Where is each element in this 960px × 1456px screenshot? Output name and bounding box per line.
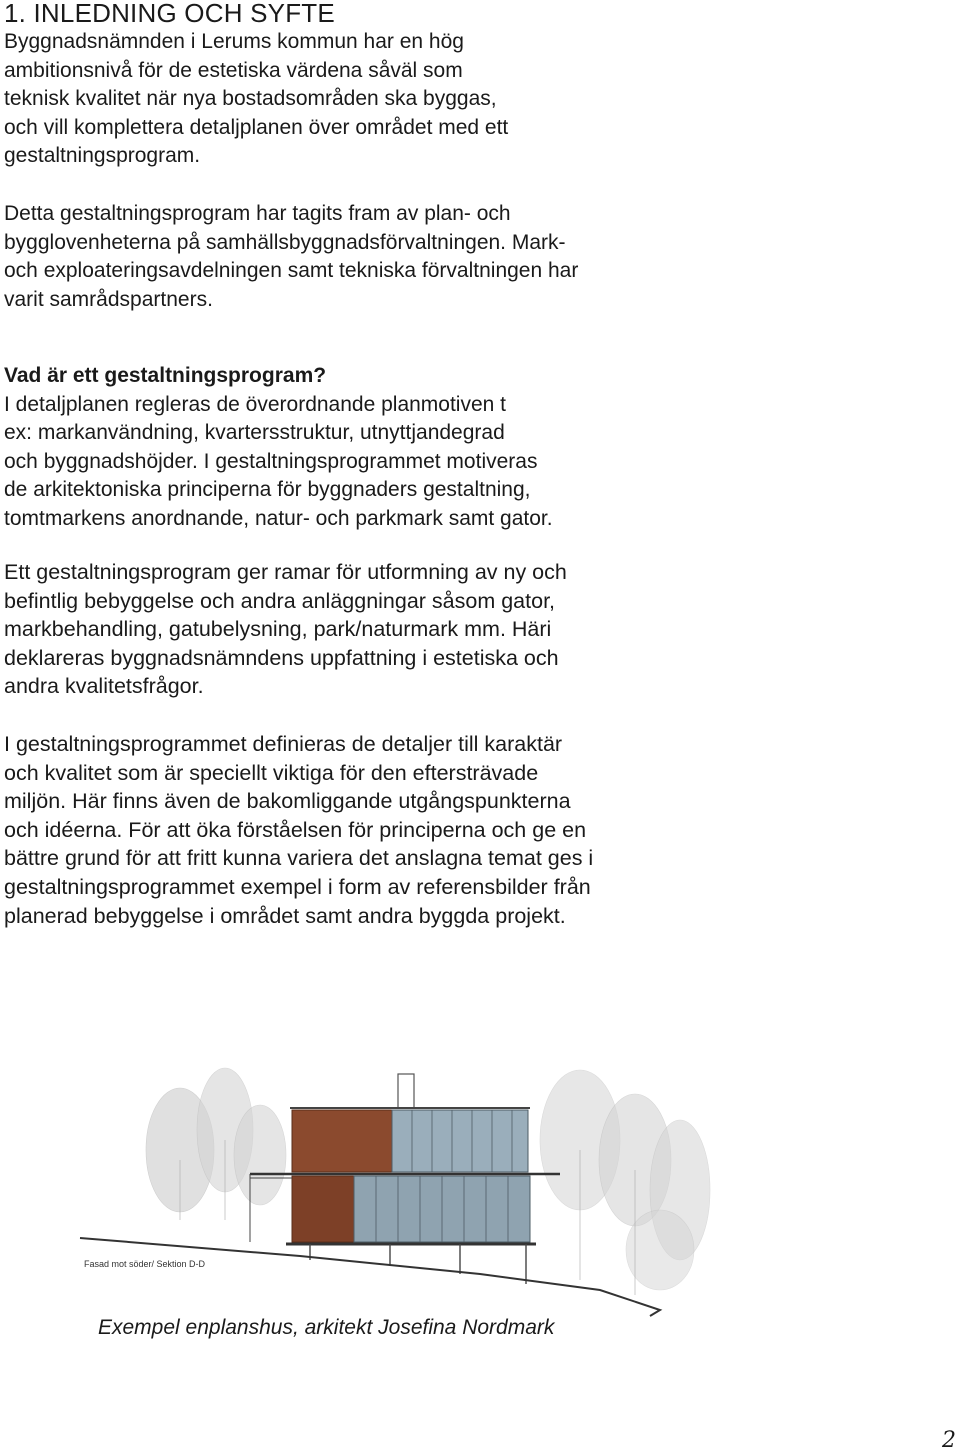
text-line: miljön. Här finns även de bakomliggande utgångspunkterna <box>4 789 571 814</box>
text-line: befintlig bebyggelse och andra anläggningar såsom gator, <box>4 588 556 613</box>
framework-paragraph <box>4 558 944 701</box>
text-line: och idéerna. För att öka förståelsen för principerna och ge en <box>4 817 587 842</box>
architectural-section-drawing <box>60 1060 720 1330</box>
definition-section <box>4 362 944 534</box>
text-line: bättre grund för att fritt kunna variera det anslagna temat ges i <box>4 846 594 871</box>
text-line: I detaljplanen regleras de överordnande planmotiven t <box>4 392 507 416</box>
text-line: Detta gestaltningsprogram har tagits fram av plan- och <box>4 202 511 225</box>
text-line: planerad bebyggelse i området samt andra byggda projekt. <box>4 903 566 928</box>
text-line: och exploateringsavdelningen samt tekniska förvaltningen har <box>4 259 579 283</box>
text-line: varit samrådspartners. <box>4 287 213 311</box>
text-line: tomtmarkens anordnande, natur- och parkmark samt gator. <box>4 506 553 530</box>
text-line: och vill komplettera detaljplanen över området med ett <box>4 115 509 139</box>
figure-caption: Exempel enplanshus, arkitekt Josefina Nordmark <box>98 1316 555 1339</box>
text-line: och kvalitet som är speciellt viktiga för den eftersträvade <box>4 760 539 785</box>
text-line: Ett gestaltningsprogram ger ramar för utformning av ny och <box>4 560 567 584</box>
text-line: och byggnadshöjder. I gestaltningsprogrammet motiveras <box>4 449 538 473</box>
page-number: 2 <box>942 1428 956 1453</box>
drawing-label: Fasad mot söder/ Sektion D-D <box>84 1259 206 1269</box>
text-line: de arkitektoniska principerna för byggnaders gestaltning, <box>4 478 531 502</box>
text-line: gestaltningsprogrammet exempel i form av referensbilder från <box>4 874 591 899</box>
text-line: ambitionsnivå för de estetiska värdena såväl som <box>4 58 463 82</box>
program-origin-paragraph <box>4 200 944 314</box>
text-line: bygglovenheterna på samhällsbyggnadsförvaltningen. Mark- <box>4 230 566 254</box>
text-line: Byggnadsnämnden i Lerums kommun har en hög <box>4 30 464 53</box>
intro-paragraph <box>4 28 944 171</box>
text-line: deklareras byggnadsnämndens uppfattning i estetiska och <box>4 645 559 670</box>
text-line: ex: markanvändning, kvartersstruktur, utnyttjandegrad <box>4 421 505 445</box>
details-paragraph <box>4 730 944 930</box>
text-line: teknisk kvalitet när nya bostadsområden ska byggas, <box>4 87 497 111</box>
text-line: andra kvalitetsfrågor. <box>4 674 204 699</box>
page-title: 1. INLEDNING OCH SYFTE <box>4 0 335 28</box>
text-line: gestaltningsprogram. <box>4 144 201 168</box>
text-line: I gestaltningsprogrammet definieras de detaljer till karaktär <box>4 732 563 756</box>
facade-section-illustration <box>60 1060 720 1330</box>
text-line: markbehandling, gatubelysning, park/naturmark mm. Häri <box>4 617 552 642</box>
section-subheading: Vad är ett gestaltningsprogram? <box>4 364 327 387</box>
